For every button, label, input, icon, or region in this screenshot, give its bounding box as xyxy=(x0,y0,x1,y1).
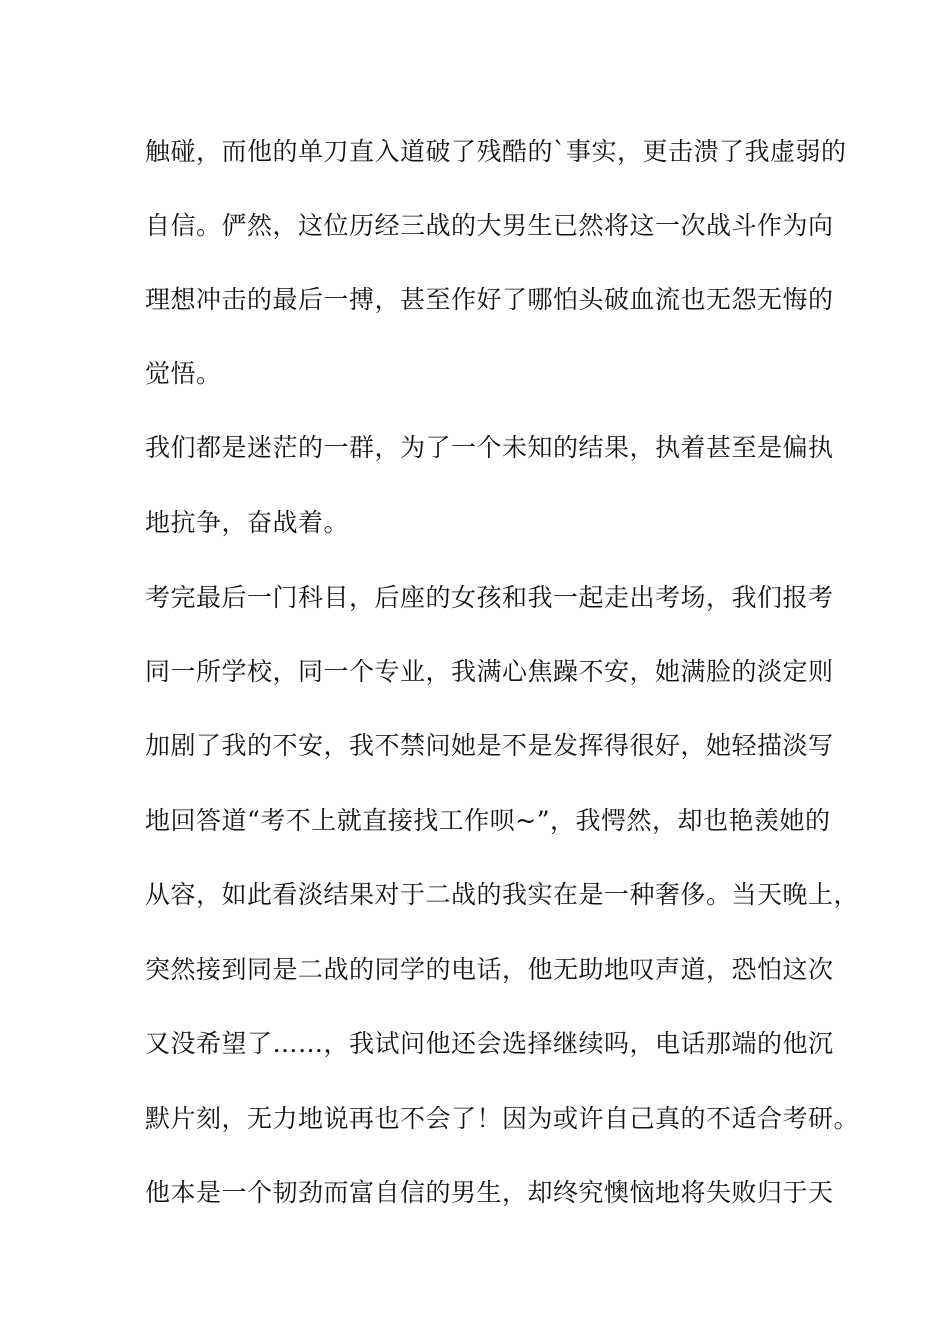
text-line: 理想冲击的最后一搏，甚至作好了哪怕头破血流也无怨无悔的 xyxy=(145,285,834,314)
text-line: 又没希望了……，我试问他还会选择继续吗，电话那端的他沉 xyxy=(145,1029,834,1058)
text-line: 地回答道“考不上就直接找工作呗~”，我愕然，却也艳羡她的 xyxy=(145,806,831,835)
text-line: 自信。俨然，这位历经三战的大男生已然将这一次战斗作为向 xyxy=(145,211,834,240)
text-line: 考完最后一门科目，后座的女孩和我一起走出考场，我们报考 xyxy=(145,583,834,612)
text-line: 同一所学校，同一个专业，我满心焦躁不安，她满脸的淡定则 xyxy=(145,657,834,686)
text-line: 触碰，而他的单刀直入道破了残酷的`事实，更击溃了我虚弱的 xyxy=(145,137,847,166)
text-line: 默片刻，无力地说再也不会了！因为或许自己真的不适合考研。 xyxy=(145,1104,860,1133)
text-line: 突然接到同是二战的同学的电话，他无助地叹声道，恐怕这次 xyxy=(145,955,834,984)
text-line: 觉悟。 xyxy=(145,359,222,388)
text-line: 地抗争，奋战着。 xyxy=(145,508,350,537)
text-line: 他本是一个韧劲而富自信的男生，却终究懊恼地将失败归于天 xyxy=(145,1178,834,1207)
text-line: 我们都是迷茫的一群，为了一个未知的结果，执着甚至是偏执 xyxy=(145,433,834,462)
text-line: 加剧了我的不安，我不禁问她是不是发挥得很好，她轻描淡写 xyxy=(145,731,834,760)
text-line: 从容，如此看淡结果对于二战的我实在是一种奢侈。当天晚上， xyxy=(145,880,860,909)
